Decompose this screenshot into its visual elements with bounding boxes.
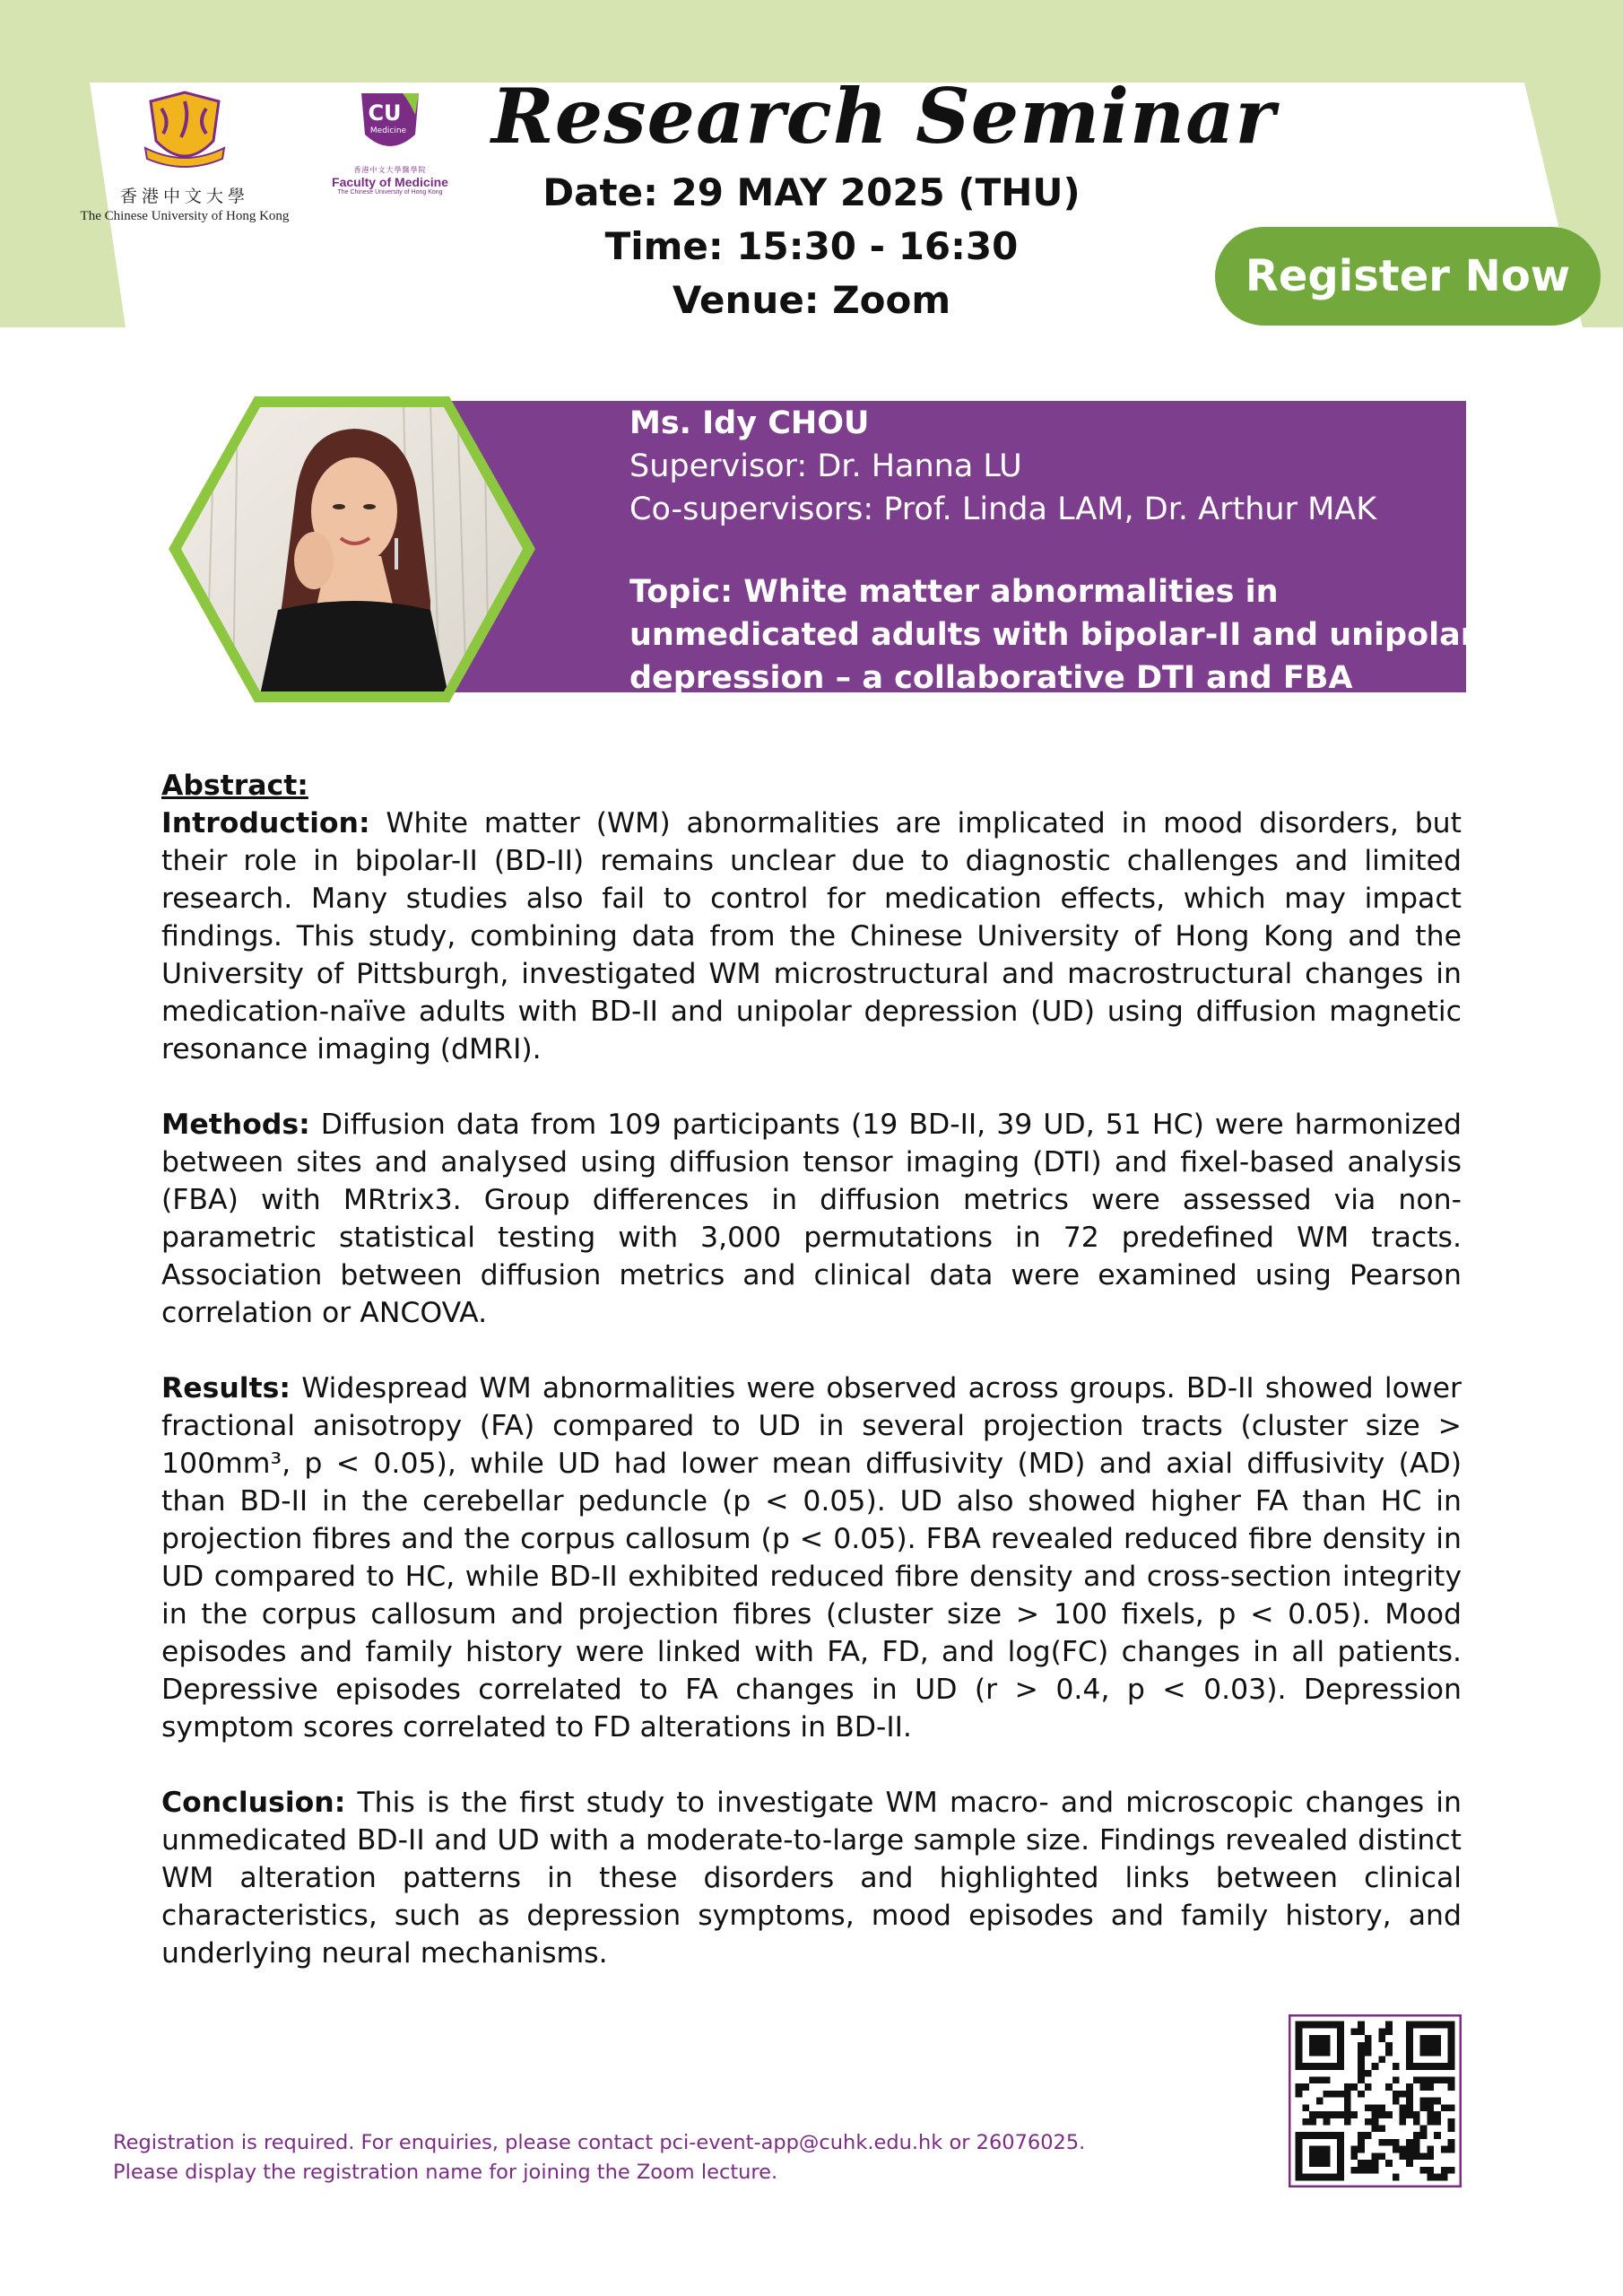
fm-chinese-name: 香港中文大學醫學院 [353, 166, 427, 174]
event-date: Date: 29 MAY 2025 (THU) [542, 170, 1081, 214]
event-venue: Venue: Zoom [672, 278, 951, 322]
cuhk-logo [77, 85, 292, 224]
speaker-co-supervisors: Co-supervisors: Prof. Linda LAM, Dr. Arthur MAK [629, 491, 1377, 527]
page-title: Research Seminar [491, 72, 1276, 161]
speaker-photo [161, 386, 542, 713]
abstract-section [161, 767, 1462, 2010]
cuhk-chinese-name: 香港中文大學 [119, 187, 249, 206]
abstract-heading: Abstract: [161, 770, 308, 802]
conclusion-label: Conclusion: [161, 1787, 346, 1819]
seminar-topic: Topic: White matter abnormalities in unmedicated adults with bipolar-II and unipolar depression – a collaborative DTI and FBA analysis [629, 574, 1477, 739]
abstract-introduction [161, 804, 1462, 1068]
cu-medicine-shield-icon [358, 88, 422, 158]
svg-text:CU: CU [368, 100, 402, 126]
footer-registration-line: Registration is required. For enquiries, please contact pci-event-app@cuhk.edu.hk or 26076025. [113, 2131, 1086, 2154]
footer-note [113, 2128, 1085, 2187]
results-text: Widespread WM abnormalities were observed across groups. BD-II showed lower fractional anisotropy (FA) compared to UD in several projection tracts (cluster size > 100mm³, p < 0.05), while UD had lower mean diffusivity (MD) and axial diffusivity (AD) than BD-II in the cerebellar peduncle (p < 0.05). UD also showed higher FA than HC in projection fibres and the corpus callosum (p < 0.05). FBA revealed reduced fibre density in UD compared to HC, while BD-II exhibited reduced fibre density and cross-section integrity in the corpus callosum and projection fibres (cluster size > 100 fixels, p < 0.05). Mood episodes and family history were linked with FA, FD, and log(FC) changes in all patients. Depressive episodes correlated to FA changes in UD (r > 0.4, p < 0.03). Depression symptom scores correlated to FD alterations in BD-II. [161, 1372, 1462, 1744]
cuhk-english-name: The Chinese University of Hong Kong [80, 209, 290, 223]
registration-qr-code[interactable] [1289, 2014, 1462, 2187]
event-time: Time: 15:30 - 16:30 [604, 224, 1019, 268]
speaker-name: Ms. Idy CHOU [629, 405, 870, 441]
abstract-results [161, 1370, 1462, 1746]
register-now-button[interactable]: Register Now [1215, 227, 1601, 326]
svg-text:Medicine: Medicine [369, 126, 407, 135]
abstract-methods [161, 1106, 1462, 1332]
fm-sub-name: The Chinese University of Hong Kong [337, 189, 443, 196]
faculty-of-medicine-logo [323, 88, 457, 196]
abstract-conclusion [161, 1784, 1462, 1972]
methods-text: Diffusion data from 109 participants (19 BD-II, 39 UD, 51 HC) were harmonized between sites and analysed using diffusion tensor imaging (DTI) and fixel-based analysis (FBA) with MRtrix3. Group differences in diffusion metrics were assessed via non-parametric statistical testing with 3,000 permutations in 72 predefined WM tracts. Association between diffusion metrics and clinical data were examined using Pearson correlation or ANCOVA. [161, 1109, 1462, 1329]
fm-name: Faculty of Medicine [332, 175, 448, 189]
introduction-text: White matter (WM) abnormalities are implicated in mood disorders, but their role in bipolar-II (BD-II) remains unclear due to diagnostic challenges and limited research. Many studies also fail to control for medication effects, which may impact findings. This study, combining data from the Chinese University of Hong Kong and the University of Pittsburgh, investigated WM microstructural and macrostructural changes in medication-naïve adults with BD-II and unipolar depression (UD) using diffusion magnetic resonance imaging (dMRI). [161, 807, 1462, 1065]
speaker-supervisor: Supervisor: Dr. Hanna LU [629, 448, 1022, 484]
results-label: Results: [161, 1372, 291, 1405]
introduction-label: Introduction: [161, 807, 370, 839]
methods-label: Methods: [161, 1109, 310, 1141]
cuhk-crest-icon [143, 85, 226, 175]
footer-zoom-line: Please display the registration name for joining the Zoom lecture. [113, 2161, 778, 2184]
conclusion-text: This is the first study to investigate WM macro- and microscopic changes in unmedicated BD-II and UD with a moderate-to-large sample size. Findings revealed distinct WM alteration patterns in these disorders and highlighted links between clinical characteristics, such as depression symptoms, mood episodes and family history, and underlying neural mechanisms. [161, 1787, 1462, 1970]
